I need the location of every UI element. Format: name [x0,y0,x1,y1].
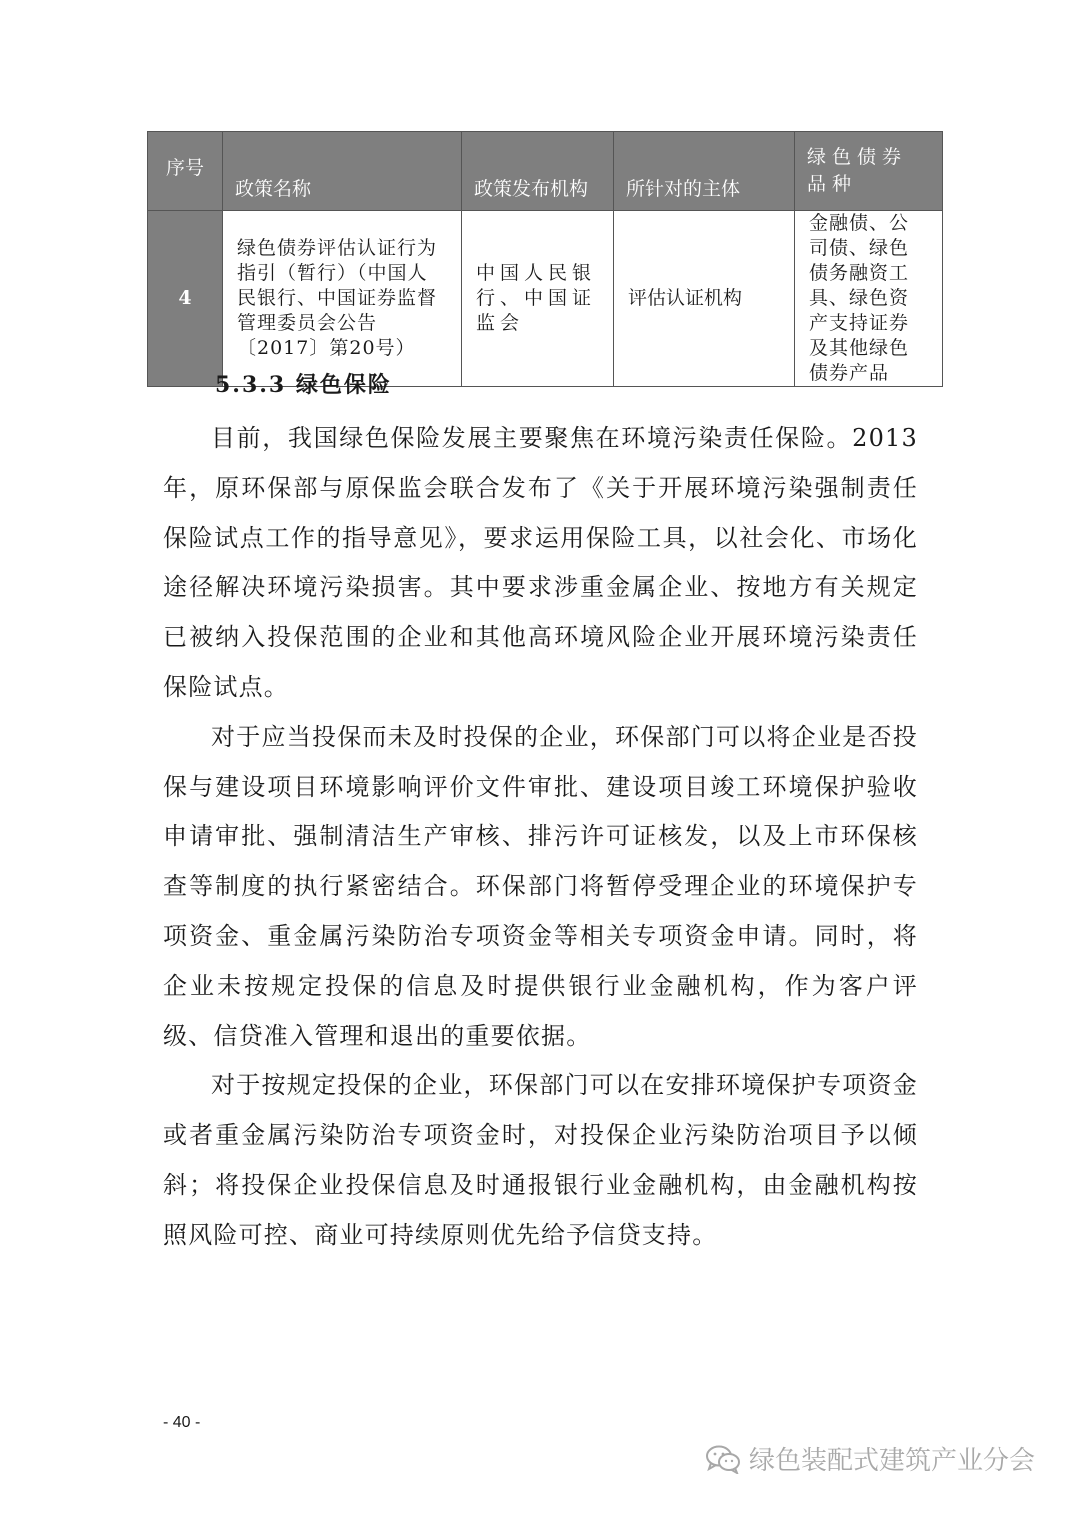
row-seq: 4 [148,211,223,387]
paragraph: 目前，我国绿色保险发展主要聚焦在环境污染责任保险。2013年，原环保部与原保监会联合发布了《关于开展环境污染强制责任保险试点工作的指导意见》，要求运用保险工具，以社会化、市场化途径解决环境污染损害。其中要求涉重金属企业、按地方有关规定已被纳入投保范围的企业和其他高环境风险企业开展环境污染责任保险试点。 [163,424,918,701]
paragraph: 对于按规定投保的企业，环保部门可以在安排环境保护专项资金或者重金属污染防治专项资金时，对投保企业污染防治项目予以倾斜；将投保企业投保信息及时通报银行业金融机构，由金融机构按照风险可控、商业可持续原则优先给予信贷支持。 [163,1071,918,1249]
header-target-subject: 所针对的主体 [614,132,795,211]
watermark [705,1440,1035,1477]
watermark-text: 绿色装配式建筑产业分会 [749,1446,1036,1476]
policy-table [147,131,943,387]
row-policy-name: 绿色债券评估认证行为指引（暂行）（中国人民银行、中国证券监督管理委员会公告〔2017〕第20号） [223,211,462,387]
section-heading: 5.3.3 绿色保险 [215,372,392,398]
page-number: - 40 - [163,1414,201,1431]
header-issuing-org: 政策发布机构 [462,132,614,211]
header-seq: 序号 [148,132,223,211]
body-text [163,414,918,1261]
row-issuing-org: 中国人民银行、中国证监会 [462,211,614,387]
table-row [148,211,943,387]
row-bond-type: 金融债、公司债、绿色债务融资工具、绿色资产支持证券及其他绿色债券产品 [795,211,943,387]
wechat-icon [705,1444,741,1474]
header-bond-type: 绿色债券品种 [795,132,943,211]
table-header-row [148,132,943,211]
row-target-subject: 评估认证机构 [614,211,795,387]
header-policy-name: 政策名称 [223,132,462,211]
paragraph: 对于应当投保而未及时投保的企业，环保部门可以将企业是否投保与建设项目环境影响评价文件审批、建设项目竣工环境保护验收申请审批、强制清洁生产审核、排污许可证核发，以及上市环保核查等制度的执行紧密结合。环保部门将暂停受理企业的环境保护专项资金、重金属污染防治专项资金等相关专项资金申请。同时，将企业未按规定投保的信息及时提供银行业金融机构，作为客户评级、信贷准入管理和退出的重要依据。 [163,722,918,1050]
